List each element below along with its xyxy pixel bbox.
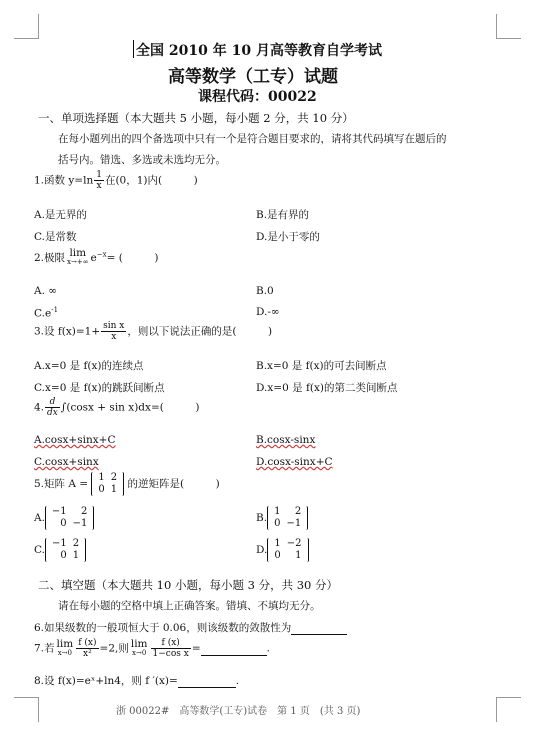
question-2: 2.极限 lim x→+∞ $e^{-x}=$ ( ) (34, 247, 159, 266)
q3-fraction: $\frac{\text{sin x}}{x}$ (103, 321, 125, 342)
exam-title: 全国 2010 年 10 月高等教育自学考试 (136, 43, 382, 59)
q2-option-a: A. ∞ (34, 285, 58, 297)
q3-option-d: D.x=0 是 f(x)的第二类间断点 (256, 382, 398, 394)
crop-mark-top-left (14, 14, 39, 39)
q4-option-c: C.cosx+sinx (34, 456, 99, 468)
q7-answer-blank[interactable] (201, 643, 267, 656)
q3-option-a: A.x=0 是 f(x)的连续点 (34, 360, 144, 372)
question-3: 3.设 f(x)=1+ $\frac{\text{sin x}}{x}$ ，则以下说法正确的是( ) (34, 321, 273, 342)
course-code: 课程代码：00022 (198, 89, 317, 105)
section1-instruction-1: 在每小题列出的四个备选项中只有一个是符合题目要求的，请将其代码填写在题后的 (58, 133, 447, 145)
q1-fraction: $\frac{1}{x}$ (96, 170, 102, 191)
subject-title: 高等数学（工专）试题 (168, 67, 338, 87)
section1-title: 一、单项选择题（本大题共 5 小题，每小题 2 分，共 10 分） (38, 111, 354, 125)
question-8: 8.设 f(x)=eˣ+ln4，则 f ′(x)= . (34, 675, 240, 687)
q8-answer-blank[interactable] (178, 675, 236, 688)
q1-option-b: B.是有界的 (256, 209, 310, 221)
q6-answer-blank[interactable] (291, 622, 347, 635)
crop-mark-bottom-left (14, 697, 39, 722)
q5-option-c: C. −1 2 0 1 (34, 538, 86, 562)
question-6: 6.如果级数的一般项恒大于 0.06，则该级数的敛散性为 (34, 620, 347, 635)
crop-mark-bottom-right (496, 697, 521, 722)
text-cursor (133, 40, 134, 58)
q4-integral: ∫(cosx + sin x)dx (60, 401, 151, 414)
q5-option-d: D. 1 −2 0 1 (256, 538, 309, 562)
q2-option-d: D.-∞ (256, 306, 280, 318)
q4-derivative: $\frac{d}{dx}$ (47, 397, 58, 418)
q3-option-b: B.x=0 是 f(x)的可去间断点 (256, 360, 387, 372)
question-7: 7.若 lim x→0 $\frac{f (x)}{\text{x²}}$ =2,则 lim x→0 $\frac{f (x)}{\text{1−cos x}}$ = . (34, 637, 270, 659)
q5-matrix: 1 2 0 1 (91, 472, 124, 496)
section2-instruction: 请在每小题的空格中填上正确答案。错填、不填均无分。 (58, 600, 321, 612)
q1-option-a: A.是无界的 (34, 209, 87, 221)
section2-title: 二、填空题（本大题共 10 小题，每小题 3 分，共 30 分） (38, 578, 339, 592)
question-5: 5.矩阵 A = 1 2 0 1 的逆矩阵是( ) (34, 472, 220, 495)
q5-option-b: B. 1 2 0 −1 (256, 506, 308, 530)
q1-prefix: 1.函数 y=ln (34, 174, 94, 187)
crop-mark-top-right (496, 14, 521, 39)
q3-option-c: C.x=0 是 f(x)的跳跃间断点 (34, 382, 165, 394)
page-footer: 浙 00022# 高等数学(工专)试卷 第 1 页 (共 3 页) (116, 706, 361, 717)
q5-option-a: A. −1 2 0 −1 (34, 506, 94, 530)
q4-option-a: A.cosx+sinx+C (34, 434, 116, 446)
q1-option-c: C.是常数 (34, 231, 77, 243)
q4-option-b: B.cosx-sinx (256, 434, 316, 446)
q1-suffix: 在(0，1)内( ) (104, 174, 198, 187)
q2-limit: lim x→+∞ (67, 247, 89, 266)
q4-option-d: D.cosx-sinx+C (256, 456, 333, 468)
q2-option-b: B.0 (256, 285, 274, 297)
q1-option-d: D.是小于零的 (256, 231, 320, 243)
question-1 (34, 170, 198, 191)
question-4: 4. $\frac{d}{dx}$ ∫(cosx + sin x)dx=( ) (34, 397, 200, 418)
q2-option-c: $C.e^{-1}$ (34, 306, 59, 320)
section1-instruction-2: 括号内。错选、多选或未选均无分。 (58, 154, 226, 166)
